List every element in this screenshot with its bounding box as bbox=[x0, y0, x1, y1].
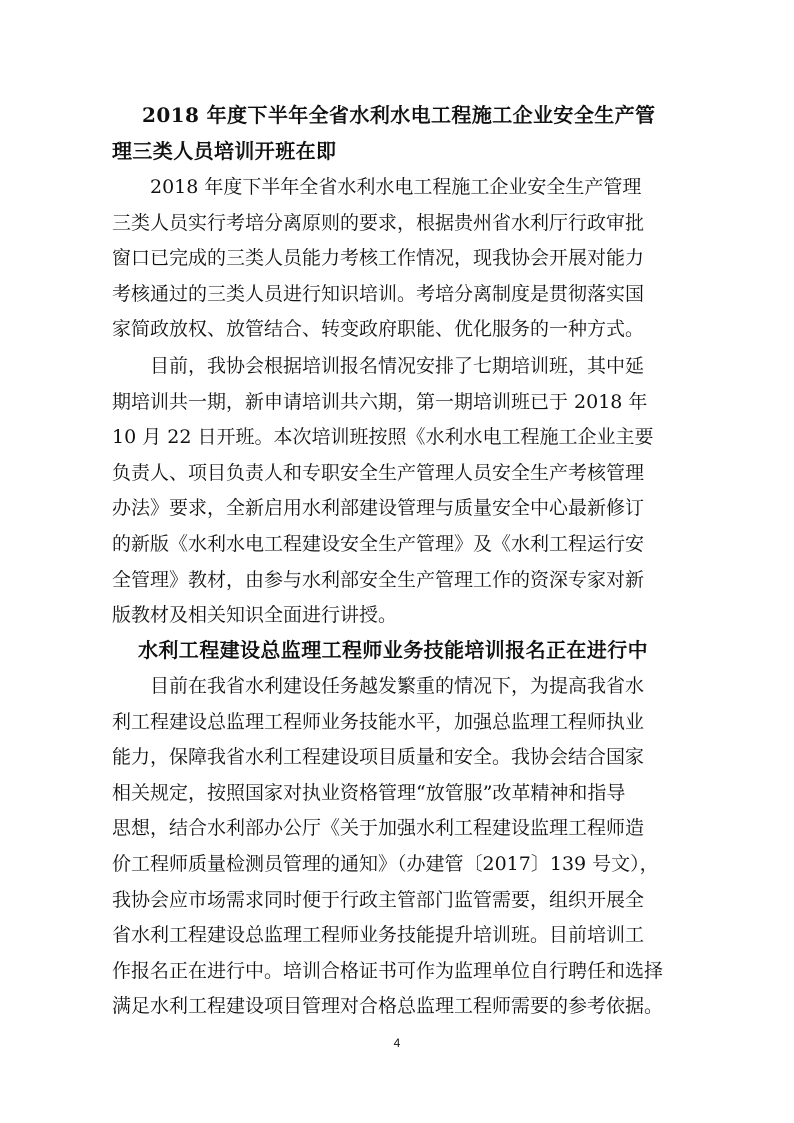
article-2-title bbox=[112, 632, 696, 668]
article-2-paragraph-1 bbox=[112, 669, 696, 1025]
text-line: 期培训共一期，新申请培训共六期，第一期培训班已于 2018 年 bbox=[112, 390, 648, 413]
page-number: 4 bbox=[393, 1036, 401, 1050]
text-line: 作报名正在进行中。培训合格证书可作为监理单位自行聘任和选择 bbox=[112, 959, 664, 982]
text-line: 价工程师质量检测员管理的通知》（办建管〔2017〕139 号文）， bbox=[112, 852, 659, 875]
text-line: 我协会应市场需求同时便于行政主管部门监管需要，组织开展全 bbox=[112, 888, 645, 911]
article-1-paragraph-1 bbox=[112, 170, 696, 348]
text-line: 考核通过的三类人员进行知识培训。考培分离制度是贯彻落实国 bbox=[112, 282, 645, 305]
text-line: 家简政放权、放管结合、转变政府职能、优化服务的一种方式。 bbox=[112, 318, 645, 341]
text-line: 办法》要求，全新启用水利部建设管理与质量安全中心最新修订 bbox=[112, 497, 645, 520]
text-line: 全管理》教材，由参与水利部安全生产管理工作的资深专家对新 bbox=[112, 568, 645, 591]
article-1-title-line: 2018 年度下半年全省水利水电工程施工企业安全生产管 bbox=[142, 103, 656, 127]
article-2-title-line: 水利工程建设总监理工程师业务技能培训报名正在进行中 bbox=[138, 638, 648, 662]
text-line: 的新版《水利水电工程建设安全生产管理》及《水利工程运行安 bbox=[112, 532, 645, 555]
text-line: 满足水利工程建设项目管理对合格总监理工程师需要的参考依据。 bbox=[112, 995, 664, 1018]
text-line: 2018 年度下半年全省水利水电工程施工企业安全生产管理 bbox=[150, 176, 642, 198]
text-line: 版教材及相关知识全面进行讲授。 bbox=[112, 604, 398, 627]
text-line: 思想，结合水利部办公厅《关于加强水利工程建设监理工程师造 bbox=[112, 817, 645, 840]
text-line: 负责人、项目负责人和专职安全生产管理人员安全生产考核管理 bbox=[112, 461, 645, 484]
text-line: 目前在我省水利建设任务越发繁重的情况下，为提高我省水 bbox=[150, 675, 645, 697]
text-line: 窗口已完成的三类人员能力考核工作情况，现我协会开展对能力 bbox=[112, 247, 645, 270]
article-1-title-line: 理三类人员培训开班在即 bbox=[112, 139, 337, 163]
text-line: 相关规定，按照国家对执业资格管理“放管服”改革精神和指导 bbox=[112, 781, 626, 804]
text-line: 10 月 22 日开班。本次培训班按照《水利水电工程施工企业主要 bbox=[112, 426, 654, 449]
article-1-title bbox=[112, 97, 696, 169]
text-line: 三类人员实行考培分离原则的要求，根据贵州省水利厅行政审批 bbox=[112, 211, 645, 234]
text-line: 目前，我协会根据培训报名情况安排了七期培训班，其中延 bbox=[150, 355, 645, 377]
article-1-paragraph-2 bbox=[112, 349, 696, 634]
text-line: 省水利工程建设总监理工程师业务技能提升培训班。目前培训工 bbox=[112, 924, 645, 947]
text-line: 能力，保障我省水利工程建设项目质量和安全。我协会结合国家 bbox=[112, 746, 645, 769]
text-line: 利工程建设总监理工程师业务技能水平，加强总监理工程师执业 bbox=[112, 710, 645, 733]
